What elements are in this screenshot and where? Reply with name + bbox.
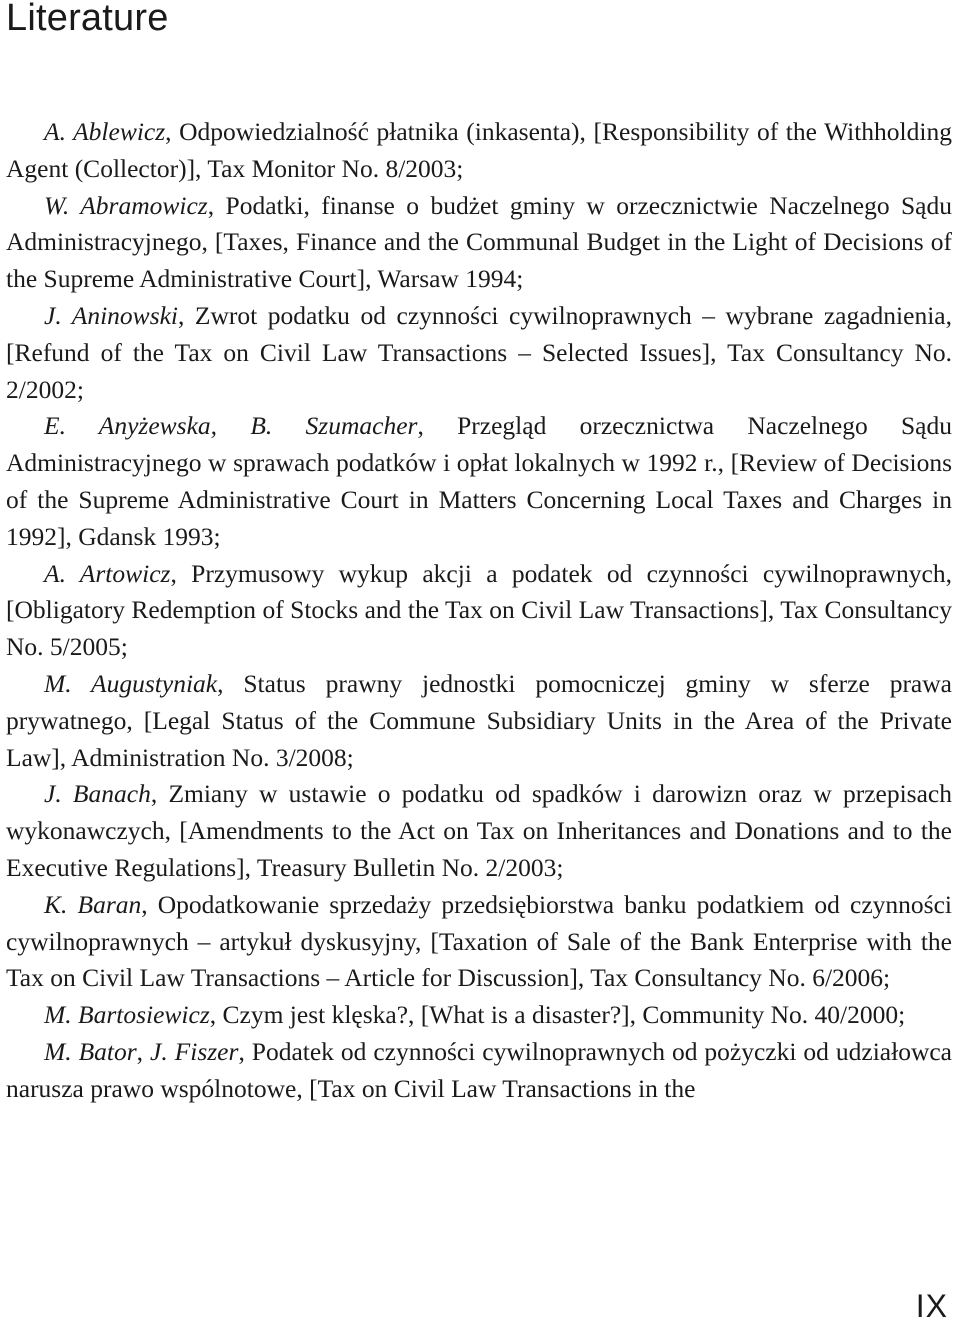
- bibliography-entry: [6, 666, 952, 776]
- entry-text: , Zwrot podatku od czynności cywilnoprawnych – wybrane zagadnienia, [Refund of the Tax on Civil Law Transactions – Selected Issues], Tax Consultancy No. 2/2002;: [6, 300, 952, 404]
- page-title: Literature: [6, 0, 169, 39]
- entry-author-second: J. Fiszer: [150, 1036, 239, 1066]
- entry-author: A. Ablewicz: [44, 117, 166, 146]
- entry-text-continued: , Podatek od czynności cywilnoprawnych od pożyczki od udziałowca narusza prawo wspólnotowe, [Tax on Civil Law Transactions in the: [6, 1036, 952, 1103]
- bibliography-entry: [6, 887, 952, 997]
- entry-text: , Odpowiedzialność płatnika (inkasenta), [Responsibility of the Withholding Agent (Collector)], Tax Monitor No. 8/2003;: [6, 117, 952, 183]
- bibliography-entry: [6, 298, 952, 408]
- bibliography-list: [6, 114, 952, 1108]
- entry-author: M. Augustyniak: [44, 668, 218, 698]
- bibliography-entry: [6, 408, 952, 555]
- entry-author: A. Artowicz: [44, 558, 171, 588]
- entry-text: , Podatki, finanse o budżet gminy w orzecznictwie Naczelnego Sądu Administracyjnego, [Taxes, Finance and the Communal Budget in the Light of Decisions of the Supreme Administrative Court], Warsaw 1994;: [6, 190, 952, 294]
- bibliography-entry: [6, 114, 952, 188]
- entry-text: , Przymusowy wykup akcji a podatek od czynności cywilnoprawnych, [Obligatory Redemption of Stocks and the Tax on Civil Law Transactions], Tax Consultancy No. 5/2005;: [6, 558, 952, 662]
- entry-author: J. Aninowski: [44, 300, 179, 330]
- entry-author: J. Banach: [44, 779, 151, 809]
- entry-author: E. Anyżewska, B. Szumacher: [44, 411, 418, 441]
- entry-author: K. Baran: [44, 889, 142, 919]
- bibliography-entry: [6, 556, 952, 666]
- entry-text: , Status prawny jednostki pomocniczej gminy w sferze prawa prywatnego, [Legal Status of the Commune Subsidiary Units in the Area of the Private Law], Administration No. 3/2008;: [6, 668, 952, 772]
- page-number: IX: [915, 1288, 948, 1324]
- entry-author: M. Bartosiewicz: [44, 1000, 210, 1030]
- bibliography-entry: [6, 776, 952, 886]
- entry-text: , Przegląd orzecznictwa Naczelnego Sądu Administracyjnego w sprawach podatków i opłat lokalnych w 1992 r., [Review of Decisions of the Supreme Administrative Court in Matters Concerning Local Taxes and Charges in 1992], Gdansk 1993;: [6, 411, 952, 551]
- entry-author: W. Abramowicz: [44, 190, 208, 220]
- bibliography-entry: [6, 188, 952, 298]
- entry-text: ,: [136, 1036, 151, 1066]
- entry-text: , Czym jest klęska?, [What is a disaster?], Community No. 40/2000;: [209, 1000, 906, 1030]
- entry-text: , Zmiany w ustawie o podatku od spadków i darowizn oraz w przepisach wykonawczych, [Amendments to the Act on Tax on Inheritances and Donations and to the Executive Regulations], Treasury Bulletin No. 2/2003;: [6, 779, 952, 882]
- bibliography-entry: [6, 1034, 952, 1108]
- entry-text: , Opodatkowanie sprzedaży przedsiębiorstwa banku podatkiem od czynności cywilnoprawnych – artykuł dyskusyjny, [Taxation of Sale of the Bank Enterprise with the Tax on Civil Law Transactions – Article for Discussion], Tax Consultancy No. 6/2006;: [6, 889, 952, 993]
- bibliography-entry: [6, 997, 952, 1034]
- entry-author: M. Bator: [44, 1036, 137, 1066]
